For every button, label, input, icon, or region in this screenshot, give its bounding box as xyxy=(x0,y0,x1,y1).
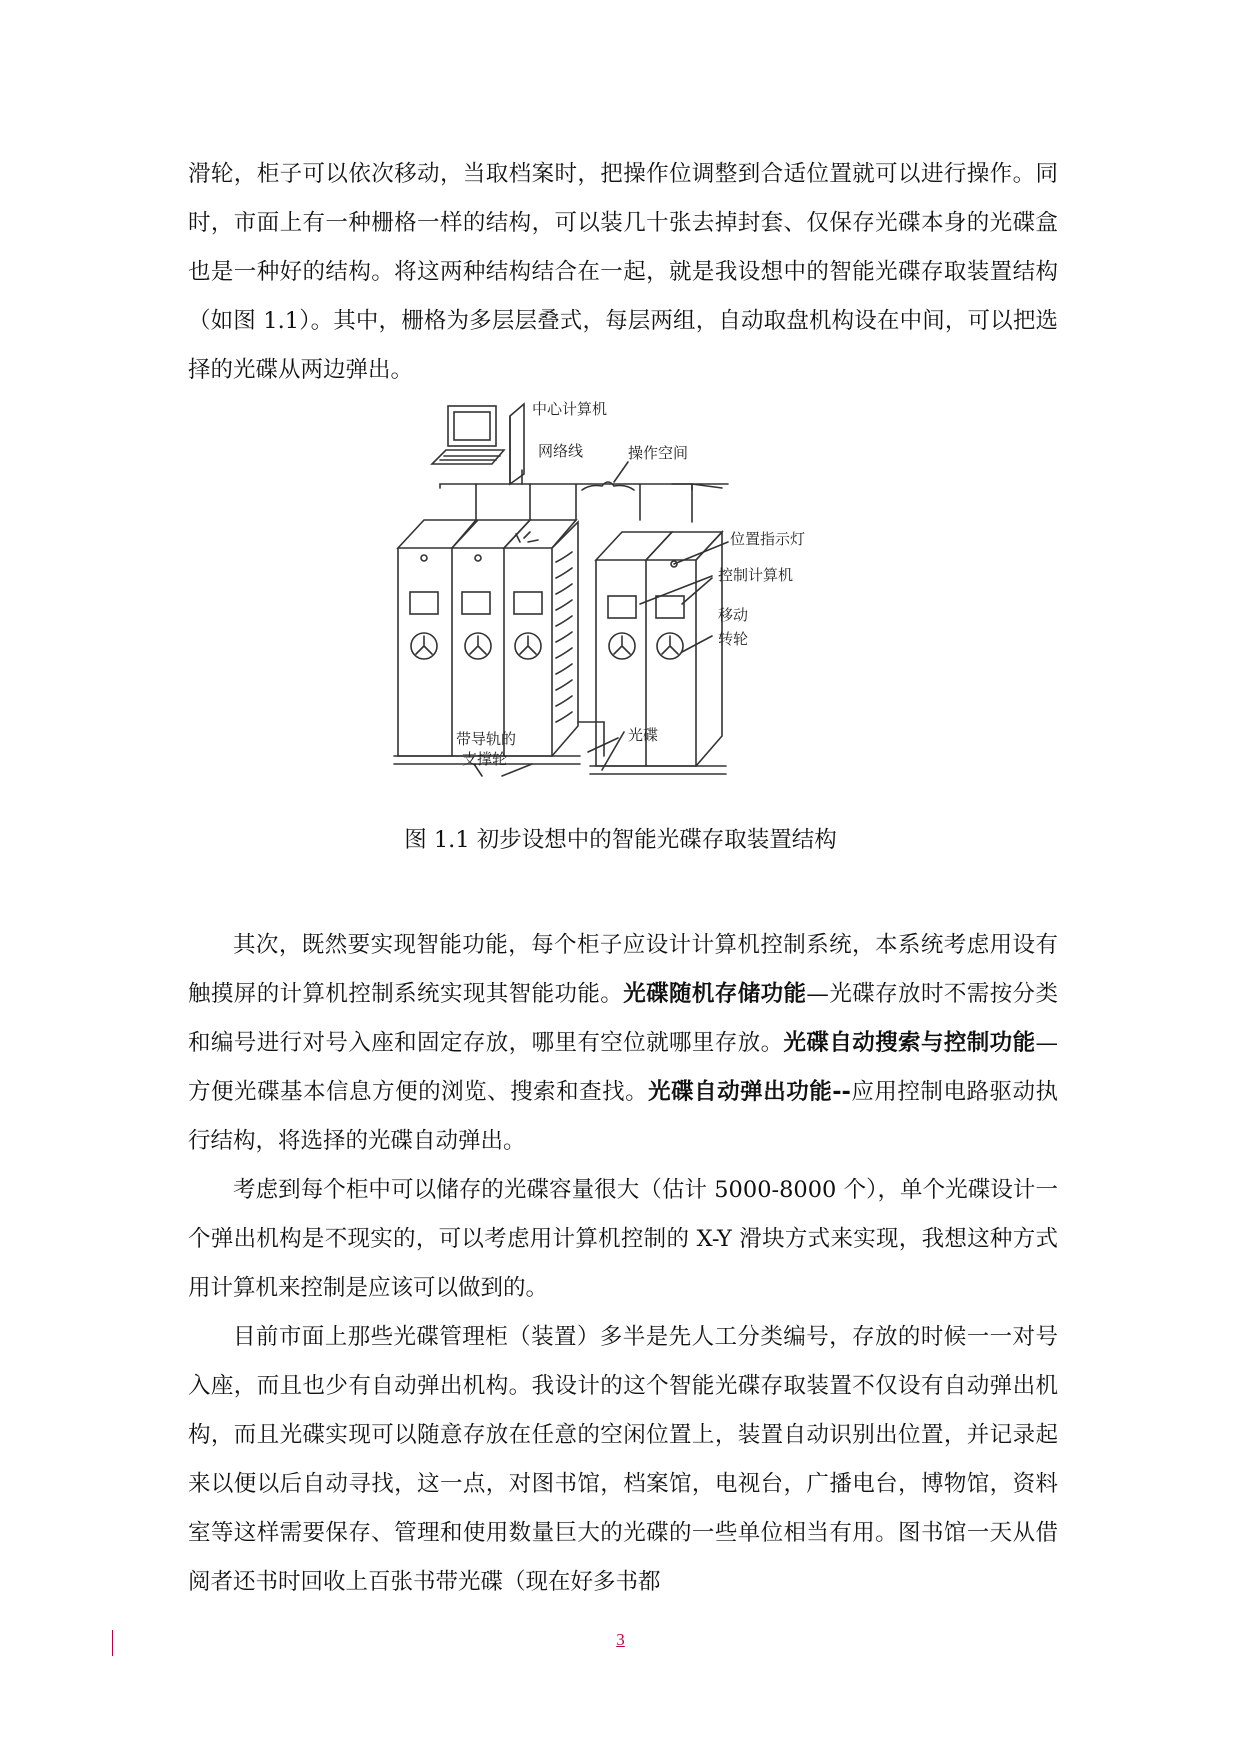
paragraph-2 xyxy=(188,921,1058,1166)
p2-text-c: —光碟存放时不需按分类和编号进行对号入座和固定存放，哪里有空位就哪里存放。 xyxy=(188,981,1058,1056)
label-disc: 光碟 xyxy=(628,726,659,744)
paragraph-3: 考虑到每个柜中可以储存的光碟容量很大（估计 5000-8000 个），单个光碟设计一个弹出机构是不现实的，可以考虑用计算机控制的 X-Y 滑块方式来实现，我想这种方式用计算机来控制是应该可以做到的。 xyxy=(188,1177,1058,1301)
label-support-wheel-1: 带导轨的 xyxy=(456,730,517,748)
page-number: 3 xyxy=(616,1630,625,1649)
p2-bold-1: 光碟随机存储功能 xyxy=(623,981,807,1007)
label-operation-space: 操作空间 xyxy=(628,444,689,462)
p2-text-a: 其次，既然要实现智能功能，每个柜子应设计计算机控制系统，本系统考虑用设有触摸屏的计算机控制系统实现其智能功能。 xyxy=(188,932,1058,1007)
paragraph-4: 目前市面上那些光碟管理柜（装置）多半是先人工分类编号，存放的时候一一对号入座，而且也少有自动弹出机构。我设计的这个智能光碟存取装置不仅设有自动弹出机构，而且光碟实现可以随意存放在任意的空闲位置上，装置自动识别出位置，并记录起来以便以后自动寻找，这一点，对图书馆，档案馆，电视台，广播电台，博物馆，资料室等这样需要保存、管理和使用数量巨大的光碟的一些单位相当有用。图书馆一天从借阅者还书时回收上百张书带光碟（现在好多书都 xyxy=(188,1324,1058,1595)
label-position-light: 位置指示灯 xyxy=(730,530,806,548)
p2-bold-2: 光碟自动搜索与控制功能 xyxy=(783,1030,1036,1056)
paragraph-1: 滑轮，柜子可以依次移动，当取档案时，把操作位调整到合适位置就可以进行操作。同时，市面上有一种栅格一样的结构，可以装几十张去掉封套、仅保存光碟本身的光碟盒也是一种好的结构。将这两种结构结合在一起，就是我设想中的智能光碟存取装置结构（如图 1.1）。其中，栅格为多层层叠式，每层两组，自动取盘机构设在中间，可以把选择的光碟从两边弹出。 xyxy=(188,161,1058,383)
label-support-wheel-2: 支撑轮 xyxy=(462,750,508,768)
figure-disc-storage-sketch xyxy=(392,392,848,814)
label-moving-wheel-1: 移动 xyxy=(718,606,749,624)
p2-text-e: 应用控制电路驱动执行结构，将选择的光碟自动弹出。 xyxy=(188,1079,1058,1154)
p2-bold-3: 光碟自动弹出功能-- xyxy=(648,1079,851,1105)
label-moving-wheel-2: 转轮 xyxy=(718,630,749,648)
label-center-computer: 中心计算机 xyxy=(532,400,608,418)
p2-text-d: —方便光碟基本信息方便的浏览、搜索和查找。 xyxy=(188,1030,1058,1105)
figure-caption: 图 1.1 初步设想中的智能光碟存取装置结构 xyxy=(404,827,837,853)
label-network-cable: 网络线 xyxy=(538,442,584,460)
label-control-computer: 控制计算机 xyxy=(718,566,794,584)
